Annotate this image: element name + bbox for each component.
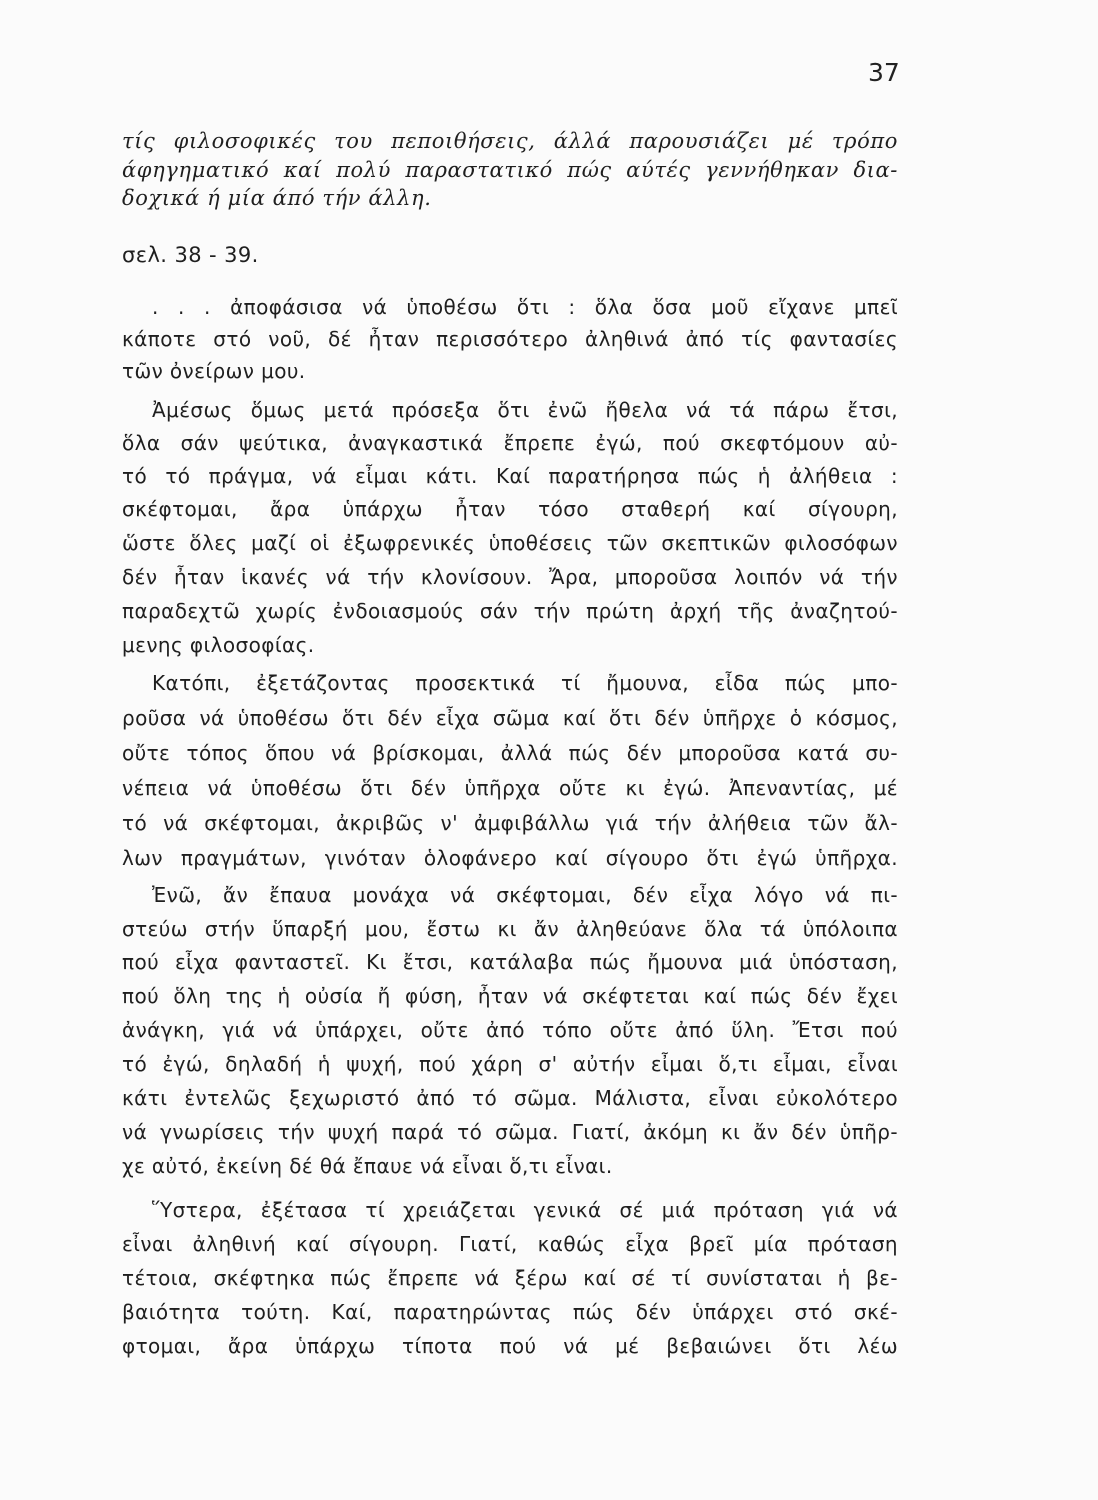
- text-line: πού εἶχα φανταστεῖ. Κι ἔτσι, κατάλαβα πώς ἤμουνα μιά ὑπόσταση,: [122, 950, 898, 974]
- text-line: κάποτε στό νοῦ, δέ ἦταν περισσότερο ἀληθινά ἀπό τίς φαντασίες: [122, 327, 898, 351]
- page-reference: σελ. 38 - 39.: [122, 243, 259, 267]
- text-line: εἶναι ἀληθινή καί σίγουρη. Γιατί, καθώς εἶχα βρεῖ μία πρόταση: [122, 1232, 898, 1256]
- text-line: νά γνωρίσεις τήν ψυχή παρά τό σῶμα. Γιατί, ἀκόμη κι ἄν δέν ὑπῆρ-: [122, 1120, 898, 1144]
- text-line: φτομαι, ἄρα ὑπάρχω τίποτα πού νά μέ βεβαιώνει ὅτι λέω: [122, 1334, 898, 1358]
- text-line: . . . ἀποφάσισα νά ὑποθέσω ὅτι : ὅλα ὅσα μοῦ εἴχανε μπεῖ: [152, 295, 898, 319]
- text-line: δέν ἦταν ἱκανές νά τήν κλονίσουν. Ἄρα, μποροῦσα λοιπόν νά τήν: [122, 565, 898, 589]
- text-line: παραδεχτῶ χωρίς ἐνδοιασμούς σάν τήν πρώτη ἀρχή τῆς ἀναζητού-: [122, 599, 898, 623]
- text-line: τό ἐγώ, δηλαδή ἡ ψυχή, πού χάρη σ' αὐτήν εἶμαι ὅ,τι εἶμαι, εἶναι: [122, 1052, 898, 1076]
- text-line: τῶν ὀνείρων μου.: [122, 359, 306, 383]
- text-line: πού ὅλη της ἡ οὐσία ἤ φύση, ἦταν νά σκέφτεται καί πώς δέν ἔχει: [122, 984, 898, 1008]
- text-line: μενης φιλοσοφίας.: [122, 633, 315, 657]
- text-line: χε αὐτό, ἐκείνη δέ θά ἔπαυε νά εἶναι ὅ,τι εἶναι.: [122, 1154, 613, 1178]
- text-line: νέπεια νά ὑποθέσω ὅτι δέν ὑπῆρχα οὔτε κι ἐγώ. Ἀπεναντίας, μέ: [122, 776, 898, 800]
- text-line: Κατόπι, ἐξετάζοντας προσεκτικά τί ἤμουνα, εἶδα πώς μπο-: [152, 671, 898, 695]
- intro-line: άφηγηματικό καί πολύ παραστατικό πώς αύτές γεννήθηκαν δια-: [122, 158, 898, 182]
- text-line: ροῦσα νά ὑποθέσω ὅτι δέν εἶχα σῶμα καί ὅτι δέν ὑπῆρχε ὁ κόσμος,: [122, 706, 898, 730]
- text-line: κάτι ἐντελῶς ξεχωριστό ἀπό τό σῶμα. Μάλιστα, εἶναι εὐκολότερο: [122, 1086, 898, 1110]
- text-line: Ὕστερα, ἐξέτασα τί χρειάζεται γενικά σέ μιά πρόταση γιά νά: [152, 1198, 898, 1222]
- text-line: λων πραγμάτων, γινόταν ὁλοφάνερο καί σίγουρο ὅτι ἐγώ ὑπῆρχα.: [122, 846, 898, 870]
- text-line: βαιότητα τούτη. Καί, παρατηρώντας πώς δέν ὑπάρχει στό σκέ-: [122, 1300, 898, 1324]
- text-line: στεύω στήν ὕπαρξή μου, ἔστω κι ἄν ἀληθεύανε ὅλα τά ὑπόλοιπα: [122, 917, 898, 941]
- text-line: σκέφτομαι, ἄρα ὑπάρχω ἦταν τόσο σταθερή καί σίγουρη,: [122, 497, 898, 521]
- intro-line: δοχικά ή μία άπό τήν άλλη.: [122, 186, 432, 210]
- text-line: Ἀμέσως ὅμως μετά πρόσεξα ὅτι ἐνῶ ἤθελα νά τά πάρω ἔτσι,: [152, 398, 898, 422]
- text-line: οὔτε τόπος ὅπου νά βρίσκομαι, ἀλλά πώς δέν μποροῦσα κατά συ-: [122, 741, 898, 765]
- text-line: Ἐνῶ, ἄν ἔπαυα μονάχα νά σκέφτομαι, δέν εἶχα λόγο νά πι-: [152, 883, 898, 907]
- text-line: ὥστε ὅλες μαζί οἱ ἐξωφρενικές ὑποθέσεις τῶν σκεπτικῶν φιλοσόφων: [122, 531, 898, 555]
- page-number: 37: [868, 58, 900, 87]
- text-line: τό νά σκέφτομαι, ἀκριβῶς ν' ἀμφιβάλλω γιά τήν ἀλήθεια τῶν ἄλ-: [122, 811, 898, 835]
- text-line: τέτοια, σκέφτηκα πώς ἔπρεπε νά ξέρω καί σέ τί συνίσταται ἡ βε-: [122, 1266, 898, 1290]
- text-line: τό τό πράγμα, νά εἶμαι κάτι. Καί παρατήρησα πώς ἡ ἀλήθεια :: [122, 464, 898, 488]
- text-line: ἀνάγκη, γιά νά ὑπάρχει, οὔτε ἀπό τόπο οὔτε ἀπό ὕλη. Ἔτσι πού: [122, 1018, 898, 1042]
- intro-line: τίς φιλοσοφικές του πεποιθήσεις, άλλά παρουσιάζει μέ τρόπο: [122, 129, 898, 153]
- text-line: ὅλα σάν ψεύτικα, ἀναγκαστικά ἔπρεπε ἐγώ, πού σκεφτόμουν αὐ-: [122, 431, 898, 455]
